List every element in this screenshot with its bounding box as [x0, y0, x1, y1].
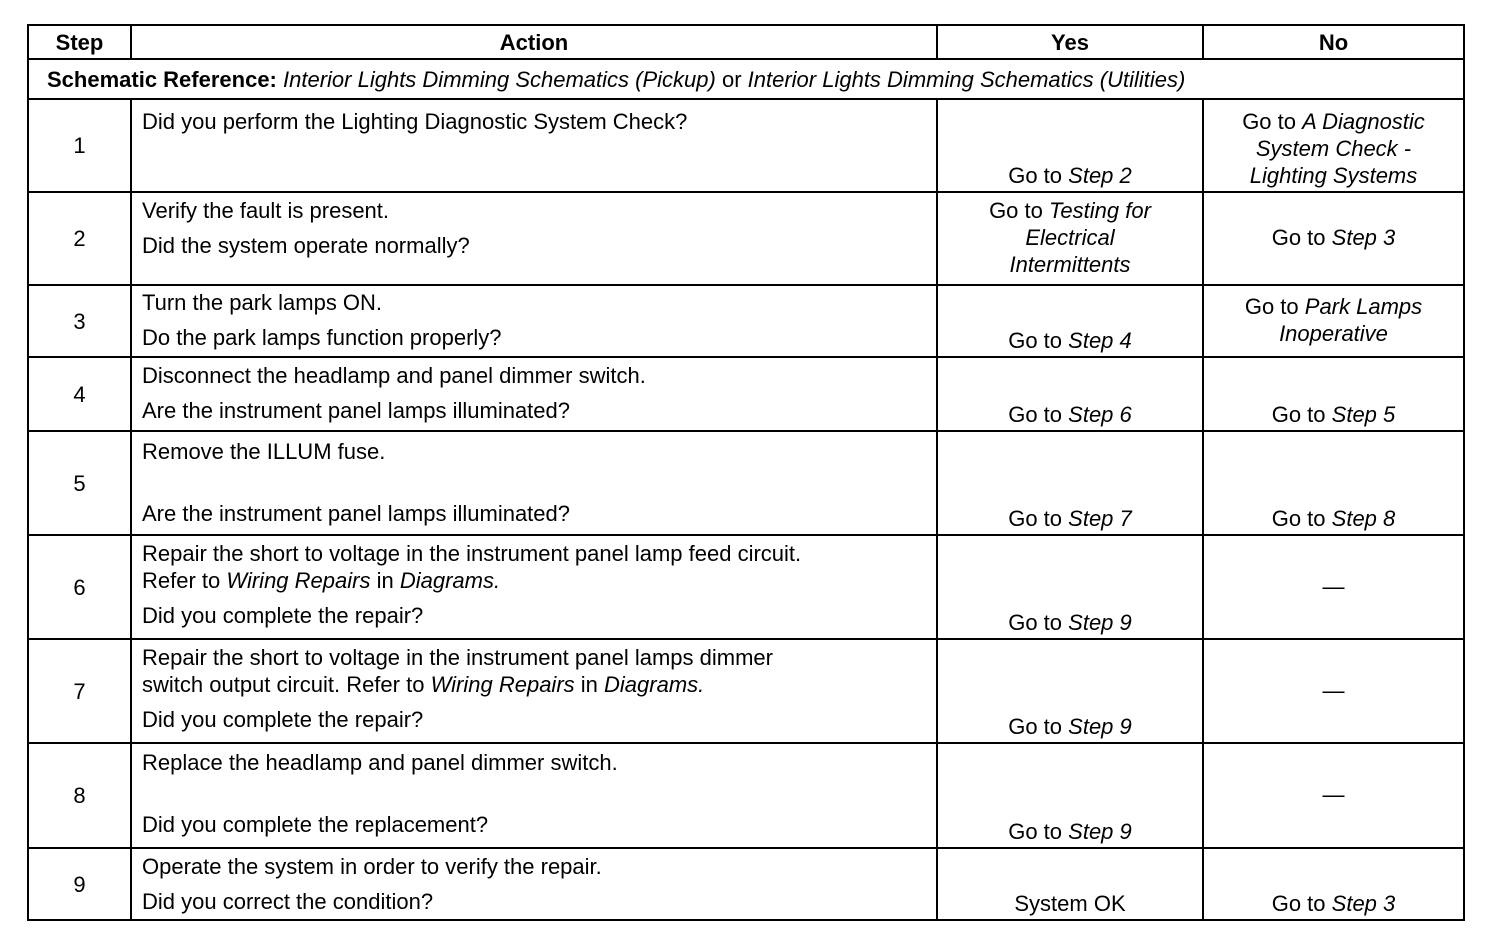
yes-link[interactable]: Step 7 [1068, 506, 1132, 531]
step-number: 8 [28, 743, 131, 848]
yes-cell [937, 639, 1203, 743]
schematic-link-pickup[interactable]: Interior Lights Dimming Schematics (Pickup) [283, 66, 716, 92]
step-number: 1 [28, 99, 131, 192]
no-prefix: Go to [1271, 891, 1326, 916]
yes-prefix: Go to [1008, 714, 1063, 739]
action-cell [131, 535, 937, 639]
no-prefix: Go to [1271, 506, 1326, 531]
header-yes: Yes [937, 25, 1203, 59]
schematic-reference [28, 59, 1464, 99]
action-cell [131, 99, 937, 192]
action-text: Verify the fault is present. [142, 198, 390, 223]
action-question: Did the system operate normally? [142, 233, 470, 258]
yes-prefix: Go to [1008, 328, 1063, 353]
table-row [28, 848, 1464, 920]
action-text: Turn the park lamps ON. [142, 290, 383, 315]
action-text: Repair the short to voltage in the instrument panel lamp feed circuit. [142, 541, 802, 566]
yes-cell [937, 357, 1203, 431]
no-link[interactable]: A Diagnostic System Check - Lighting Systems [1249, 109, 1425, 188]
no-prefix: Go to [1244, 294, 1299, 319]
no-cell [1203, 285, 1464, 357]
no-prefix: Go to [1271, 402, 1326, 427]
yes-cell [937, 431, 1203, 535]
table-row [28, 431, 1464, 535]
step-number: 5 [28, 431, 131, 535]
action-question: Did you correct the condition? [142, 889, 434, 914]
action-reference: switch output circuit. Refer to Wiring Repairs in Diagrams. [142, 672, 705, 697]
no-prefix: Go to [1271, 225, 1326, 250]
yes-link[interactable]: Step 2 [1068, 163, 1132, 188]
action-text: Repair the short to voltage in the instrument panel lamps dimmer [142, 645, 773, 670]
diagnostic-table [27, 24, 1465, 921]
diagrams-link[interactable]: Diagrams. [604, 672, 705, 697]
table-row [28, 285, 1464, 357]
yes-link[interactable]: Step 9 [1068, 610, 1132, 635]
no-cell: — [1203, 639, 1464, 743]
step-number: 6 [28, 535, 131, 639]
no-link[interactable]: Step 5 [1331, 402, 1396, 427]
no-cell [1203, 431, 1464, 535]
action-cell [131, 357, 937, 431]
table-row [28, 743, 1464, 848]
no-link[interactable]: Step 8 [1331, 506, 1396, 531]
diagrams-link[interactable]: Diagrams. [399, 568, 501, 593]
action-question: Are the instrument panel lamps illuminated? [142, 501, 571, 526]
action-text: Disconnect the headlamp and panel dimmer switch. [142, 363, 646, 388]
header-no: No [1203, 25, 1464, 59]
no-link[interactable]: Park Lamps Inoperative [1279, 294, 1423, 346]
no-cell [1203, 357, 1464, 431]
action-question: Are the instrument panel lamps illuminated? [142, 398, 571, 423]
step-number: 9 [28, 848, 131, 920]
yes-link[interactable]: Testing for Electrical Intermittents [1009, 198, 1151, 277]
table-row [28, 357, 1464, 431]
action-text: Remove the ILLUM fuse. [142, 439, 386, 464]
no-cell: — [1203, 535, 1464, 639]
schematic-link-utilities[interactable]: Interior Lights Dimming Schematics (Utilities) [747, 66, 1186, 92]
action-question: Did you complete the repair? [142, 603, 424, 628]
action-cell [131, 285, 937, 357]
wiring-repairs-link[interactable]: Wiring Repairs [226, 568, 371, 593]
yes-cell [937, 285, 1203, 357]
schematic-row [28, 59, 1464, 99]
step-number: 2 [28, 192, 131, 285]
action-question: Did you complete the repair? [142, 707, 424, 732]
wiring-repairs-link[interactable]: Wiring Repairs [430, 672, 575, 697]
schematic-label: Schematic Reference: [47, 66, 277, 92]
yes-link[interactable]: Step 4 [1068, 328, 1132, 353]
action-question: Did you complete the replacement? [142, 812, 489, 837]
action-text: Operate the system in order to verify the repair. [142, 854, 602, 879]
yes-cell [937, 99, 1203, 192]
table-row [28, 99, 1464, 192]
table-row [28, 535, 1464, 639]
header-action: Action [131, 25, 937, 59]
action-cell [131, 639, 937, 743]
yes-cell [937, 535, 1203, 639]
action-reference: Refer to Wiring Repairs in Diagrams. [142, 568, 501, 593]
no-cell [1203, 848, 1464, 920]
table-row [28, 192, 1464, 285]
no-link[interactable]: Step 3 [1331, 891, 1396, 916]
table-row [28, 639, 1464, 743]
yes-prefix: Go to [1008, 610, 1063, 635]
yes-cell: System OK [937, 848, 1203, 920]
action-cell [131, 431, 937, 535]
step-number: 3 [28, 285, 131, 357]
yes-link[interactable]: Step 9 [1068, 819, 1132, 844]
no-cell [1203, 192, 1464, 285]
yes-prefix: Go to [1008, 163, 1063, 188]
action-text: Replace the headlamp and panel dimmer switch. [142, 750, 618, 775]
step-number: 4 [28, 357, 131, 431]
schematic-or: or [721, 66, 742, 92]
yes-cell [937, 743, 1203, 848]
action-cell [131, 848, 937, 920]
yes-prefix: Go to [1008, 506, 1063, 531]
yes-prefix: Go to [989, 198, 1043, 223]
yes-link[interactable]: Step 9 [1068, 714, 1132, 739]
action-question: Do the park lamps function properly? [142, 325, 502, 350]
no-cell: — [1203, 743, 1464, 848]
yes-link[interactable]: Step 6 [1068, 402, 1132, 427]
action-cell [131, 192, 937, 285]
yes-prefix: Go to [1008, 402, 1063, 427]
yes-cell [937, 192, 1203, 285]
header-step: Step [28, 25, 131, 59]
no-cell [1203, 99, 1464, 192]
action-cell [131, 743, 937, 848]
yes-prefix: Go to [1008, 819, 1063, 844]
no-link[interactable]: Step 3 [1331, 225, 1396, 250]
step-number: 7 [28, 639, 131, 743]
header-row [28, 25, 1464, 59]
no-prefix: Go to [1242, 109, 1296, 134]
action-text: Did you perform the Lighting Diagnostic System Check? [142, 109, 688, 134]
